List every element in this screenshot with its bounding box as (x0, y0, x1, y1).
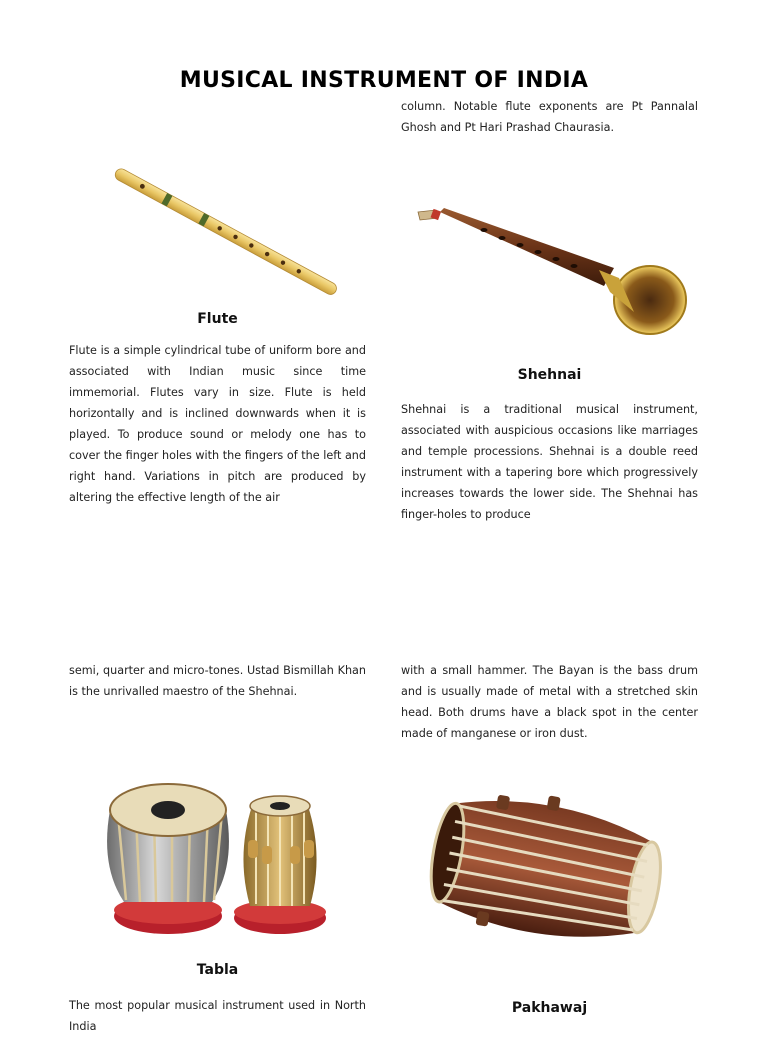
tabla-continuation-text: with a small hammer. The Bayan is the bass drum and is usually made of metal with a stretched skin head. Both drums have a black spot in the center made of manganese or iron dust. (401, 664, 698, 740)
flute-continuation-text: column. Notable flute exponents are Pt Pannalal Ghosh and Pt Hari Prashad Chaurasia. (401, 100, 698, 134)
tabla-heading: Tabla (196, 962, 239, 978)
bamboo-flute-icon (96, 150, 346, 300)
pakhawaj-drum-icon (426, 790, 666, 950)
page-title: MUSICAL INSTRUMENT OF INDIA (179, 68, 589, 93)
pakhawaj-heading: Pakhawaj (511, 1000, 588, 1016)
shehnai-heading: Shehnai (517, 367, 582, 383)
flute-heading: Flute (197, 311, 238, 327)
tabla-drums-icon (96, 776, 336, 941)
tabla-body-text: The most popular musical instrument used in North India (69, 999, 366, 1033)
flute-body-text: Flute is a simple cylindrical tube of uniform bore and associated with Indian music since time immemorial. Flutes vary in size. Flute is held horizontally and is inclined downwards when it is played. To produce sound or melody one has to cover the finger holes with the fingers of the left and right hand. Variations in pitch are produced by altering the effective length of the air (69, 344, 366, 504)
shehnai-icon (414, 200, 694, 340)
shehnai-continuation-text: semi, quarter and micro-tones. Ustad Bismillah Khan is the unrivalled maestro of the Shehnai. (69, 664, 366, 698)
shehnai-body-text: Shehnai is a traditional musical instrument, associated with auspicious occasions like marriages and temple processions. Shehnai is a double reed instrument with a tapering bore which progressively increases towards the lower side. The Shehnai has finger-holes to produce (401, 403, 698, 521)
